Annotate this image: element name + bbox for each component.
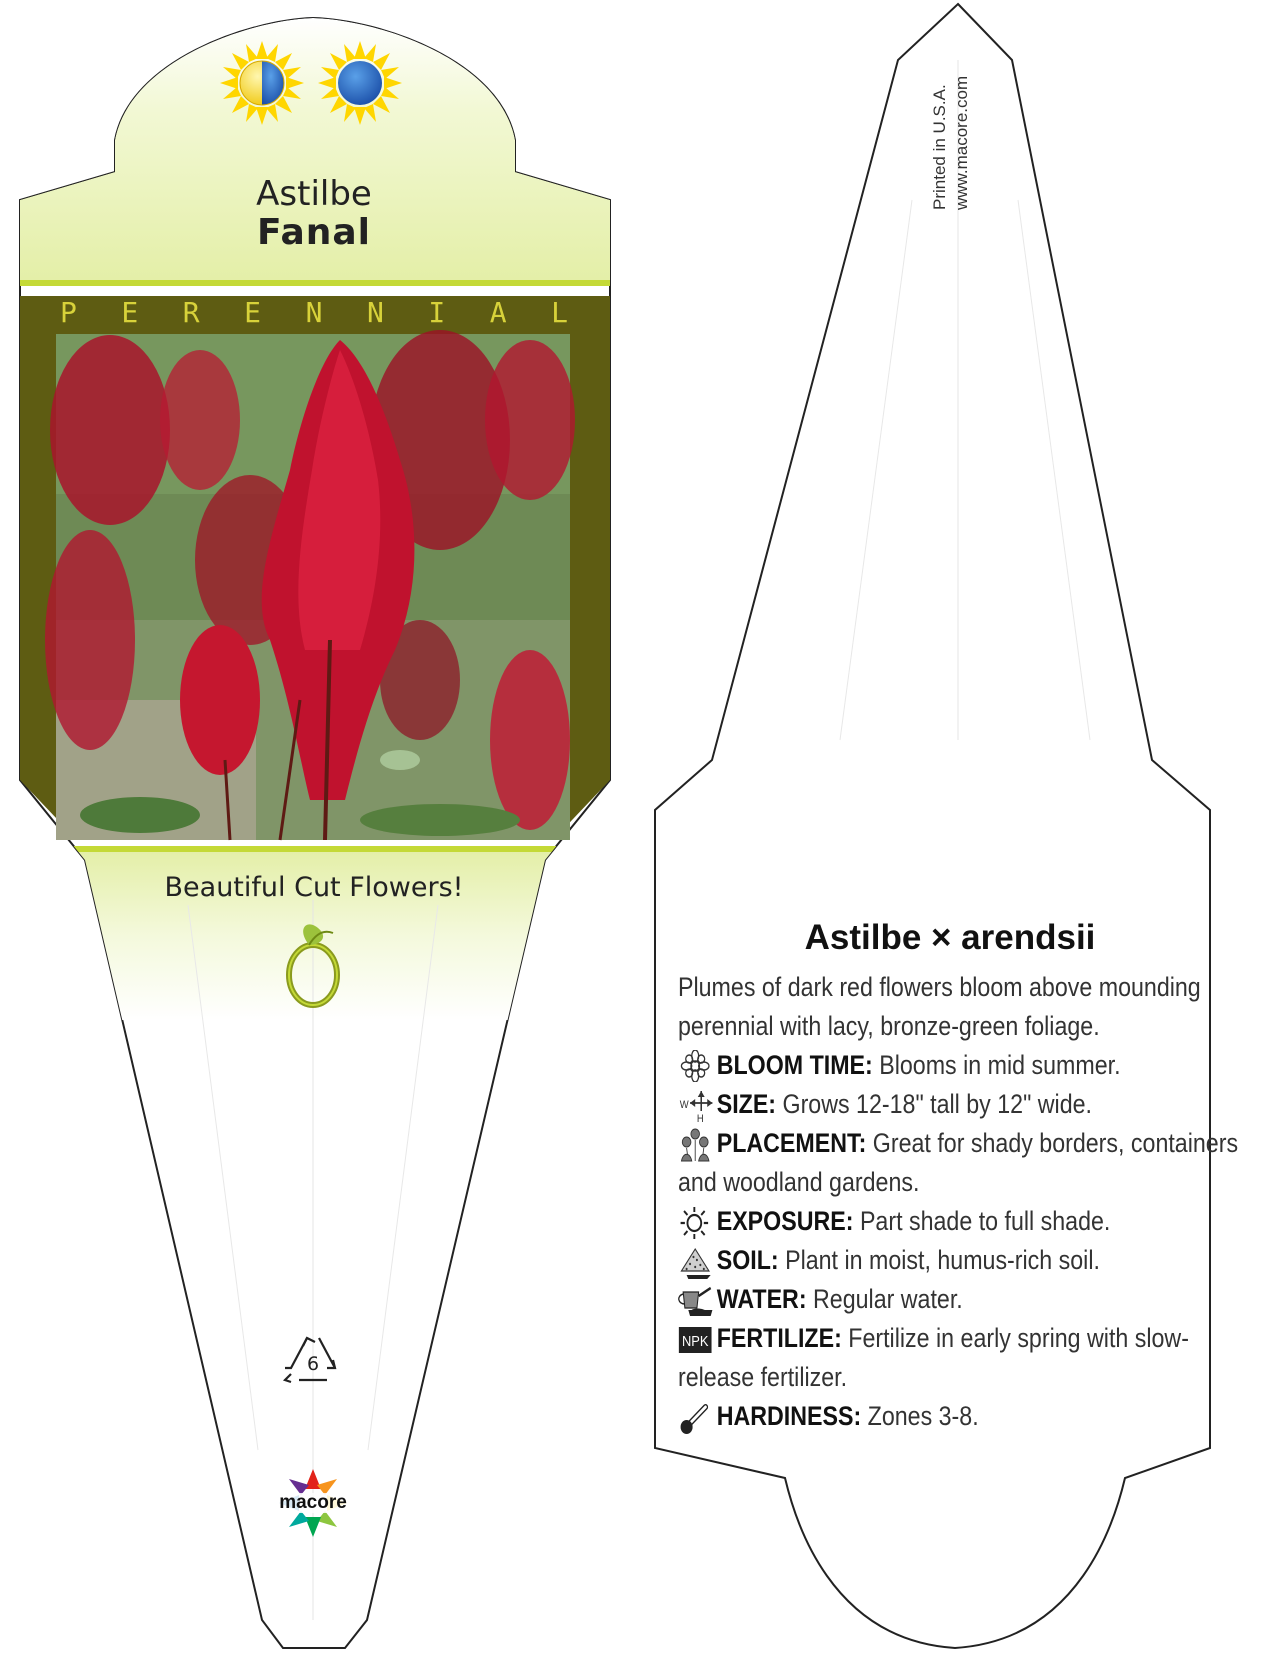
- part-sun-icon: [220, 41, 304, 125]
- attribute-soil: [678, 1241, 1177, 1280]
- attribute-value: Blooms in mid summer.: [879, 1050, 1121, 1080]
- care-info: [678, 968, 1239, 1436]
- website: www.macore.com: [952, 75, 971, 210]
- attribute-label: HARDINESS:: [716, 1401, 862, 1431]
- attribute-value: Great for shady borders, containers and woodland gardens.: [678, 1128, 1239, 1197]
- category-letter: N: [305, 296, 323, 329]
- tagline: Beautiful Cut Flowers!: [164, 872, 464, 903]
- category-letter: P: [60, 296, 77, 329]
- category-letter: E: [244, 296, 262, 329]
- attribute-bloom-time: [678, 1046, 1177, 1085]
- attribute-fertilize: [678, 1319, 1254, 1397]
- svg-text:W: W: [679, 1099, 689, 1112]
- category-letter: N: [366, 296, 384, 329]
- attribute-label: WATER:: [716, 1284, 807, 1314]
- red-astilbe-flowers-photo: [45, 330, 575, 840]
- attribute-value: Plant in moist, humus-rich soil.: [785, 1245, 1100, 1275]
- recycle-code: 6: [306, 1353, 320, 1375]
- watering-can-icon: [678, 1284, 717, 1314]
- attribute-exposure: [678, 1202, 1177, 1241]
- npk-icon: [678, 1323, 717, 1353]
- category-letter: E: [121, 296, 139, 329]
- attribute-size: [678, 1085, 1177, 1124]
- attribute-hardiness: [678, 1397, 1177, 1436]
- sun-outline-icon: [678, 1206, 717, 1236]
- printed-in-usa: Printed in U.S.A.: [930, 84, 949, 210]
- attribute-value: Fertilize in early spring with slow-release fertilizer.: [678, 1323, 1189, 1392]
- common-name: Astilbe: [256, 174, 372, 214]
- attribute-label: FERTILIZE:: [716, 1323, 842, 1353]
- attribute-value: Regular water.: [813, 1284, 963, 1314]
- attribute-label: BLOOM TIME:: [716, 1050, 873, 1080]
- attribute-placement: [678, 1124, 1254, 1202]
- species-name: Astilbe × arendsii: [804, 918, 1096, 957]
- plants-icon: [678, 1128, 717, 1158]
- cultivar-name: Fanal: [256, 212, 372, 253]
- attribute-water: [678, 1280, 1177, 1319]
- svg-text:H: H: [696, 1113, 704, 1123]
- printed-note: [930, 60, 990, 220]
- brand-name: macore: [279, 1492, 347, 1513]
- size-arrows-icon: [678, 1089, 717, 1123]
- category-letter: R: [182, 296, 200, 329]
- category-letter: A: [489, 296, 507, 329]
- attribute-value: Grows 12-18" tall by 12" wide.: [782, 1089, 1092, 1119]
- soil-icon: [678, 1245, 717, 1275]
- attribute-value: Part shade to full shade.: [859, 1206, 1111, 1236]
- attribute-label: SIZE:: [716, 1089, 777, 1119]
- svg-text:NPK: NPK: [681, 1332, 709, 1350]
- attribute-label: EXPOSURE:: [716, 1206, 854, 1236]
- full-shade-icon: [318, 41, 402, 125]
- category-label: [20, 296, 608, 328]
- category-letter: I: [428, 296, 446, 329]
- thermometer-icon: [678, 1401, 717, 1431]
- category-letter: L: [551, 296, 568, 329]
- attribute-label: PLACEMENT:: [716, 1128, 867, 1158]
- attribute-value: Zones 3-8.: [867, 1401, 979, 1431]
- flower-icon: [678, 1050, 717, 1080]
- attribute-label: SOIL:: [716, 1245, 779, 1275]
- description: Plumes of dark red flowers bloom above mounding perennial with lacy, bronze-green foliage.: [678, 972, 1201, 1041]
